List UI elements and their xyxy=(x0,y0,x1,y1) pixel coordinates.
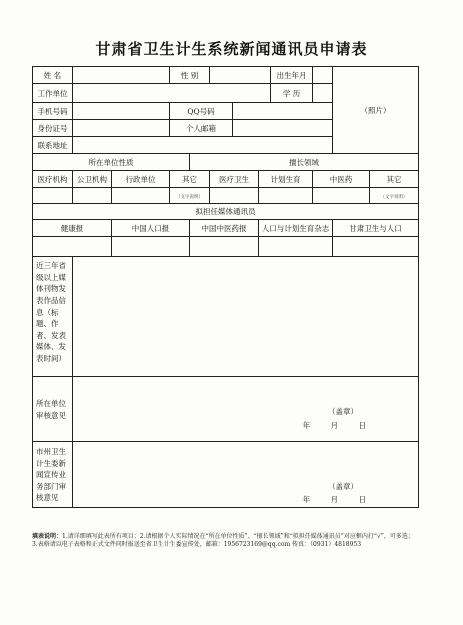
work-unit-label: 工作单位 xyxy=(33,84,73,103)
city-review-label: 市州卫生计生委新闻宣传业务部门审核意见 xyxy=(33,442,73,508)
unit-review-label: 所在单位审核意见 xyxy=(33,377,73,442)
gender-label: 性 别 xyxy=(170,67,210,84)
address-label: 联系地址 xyxy=(33,137,73,154)
expertise-option-tcm: 中医药 xyxy=(313,171,370,188)
unit-check-admin[interactable] xyxy=(112,188,170,204)
media-check-gansu-health[interactable] xyxy=(333,237,419,257)
phone-label: 手机号码 xyxy=(33,103,73,120)
form-title: 甘肃省卫生计生系统新闻通讯员申请表 xyxy=(95,40,368,58)
unit-option-medical: 医疗机构 xyxy=(33,171,73,188)
unit-check-public-health[interactable] xyxy=(73,188,112,204)
media-check-family-planning-magazine[interactable] xyxy=(259,237,333,257)
expertise-option-other: 其它 xyxy=(370,171,419,188)
city-review-stamp: （盖章） xyxy=(328,482,359,491)
media-header: 拟担任媒体通讯员 xyxy=(33,204,419,220)
birth-field[interactable] xyxy=(313,67,333,84)
expertise-option-family-planning: 计划生育 xyxy=(259,171,313,188)
unit-review-stamp: （盖章） xyxy=(328,407,359,416)
email-label: 个人邮箱 xyxy=(170,120,233,137)
birth-label: 出生年月 xyxy=(271,67,313,84)
city-review-field[interactable] xyxy=(73,442,419,508)
education-field[interactable] xyxy=(313,84,333,103)
media-option-health-news: 健康报 xyxy=(33,220,112,237)
expertise-check-medical[interactable] xyxy=(210,188,259,204)
instructions-text: 1.请详细填写此表所有项目；2.请根据个人实际情况在“所在单位性质”、“擅长领域”和“拟担任媒体通讯员”对应框内打“√”，可多选；3.表格请以电子表格和正式文件同时报送至省卫生计生委宣传处，邮箱：1956723169@qq.com 传真：（0931）4818953 xyxy=(32,533,414,549)
education-label: 学 历 xyxy=(271,84,313,103)
name-label: 姓 名 xyxy=(33,67,73,84)
photo-box[interactable]: （照片） xyxy=(333,67,419,154)
application-form-table xyxy=(32,66,419,508)
media-option-tcm-news: 中国中医药报 xyxy=(190,220,259,237)
unit-other-note[interactable] xyxy=(170,188,210,204)
unit-nature-header: 所在单位性质 xyxy=(33,154,190,171)
expertise-check-tcm[interactable] xyxy=(313,188,370,204)
gender-field[interactable] xyxy=(210,67,271,84)
qq-field[interactable] xyxy=(233,103,333,120)
media-check-health-news[interactable] xyxy=(33,237,112,257)
media-check-population-news[interactable] xyxy=(112,237,190,257)
media-option-family-planning-magazine: 人口与计划生育杂志 xyxy=(259,220,333,237)
filling-instructions xyxy=(32,533,418,549)
phone-field[interactable] xyxy=(73,103,170,120)
expertise-other-note-text: （文字说明） xyxy=(380,194,408,200)
unit-check-medical[interactable] xyxy=(33,188,73,204)
email-field[interactable] xyxy=(233,120,333,137)
expertise-other-note[interactable] xyxy=(370,188,419,204)
media-check-tcm-news[interactable] xyxy=(190,237,259,257)
unit-review-field[interactable] xyxy=(73,377,419,442)
expertise-header: 擅长领域 xyxy=(190,154,419,171)
work-unit-field[interactable] xyxy=(73,84,271,103)
media-option-population-news: 中国人口报 xyxy=(112,220,190,237)
works-label: 近三年省级以上媒体刊物发表作品信息（标题、作者、发表媒体、发表时间） xyxy=(33,257,73,377)
qq-label: QQ号码 xyxy=(170,103,233,120)
name-field[interactable] xyxy=(73,67,170,84)
media-option-gansu-health: 甘肃卫生与人口 xyxy=(333,220,419,237)
expertise-option-medical: 医疗卫生 xyxy=(210,171,259,188)
unit-option-admin: 行政单位 xyxy=(112,171,170,188)
unit-option-public-health: 公卫机构 xyxy=(73,171,112,188)
unit-option-other: 其它 xyxy=(170,171,210,188)
unit-other-note-text: （文字说明） xyxy=(176,194,203,200)
id-card-label: 身份证号 xyxy=(33,120,73,137)
expertise-check-family-planning[interactable] xyxy=(259,188,313,204)
instructions-heading: 填表说明： xyxy=(32,533,63,540)
city-review-date: 年 月 日 xyxy=(302,495,367,504)
works-field[interactable] xyxy=(73,257,419,377)
address-field[interactable] xyxy=(73,137,333,154)
unit-review-date: 年 月 日 xyxy=(302,421,367,430)
id-card-field[interactable] xyxy=(73,120,170,137)
